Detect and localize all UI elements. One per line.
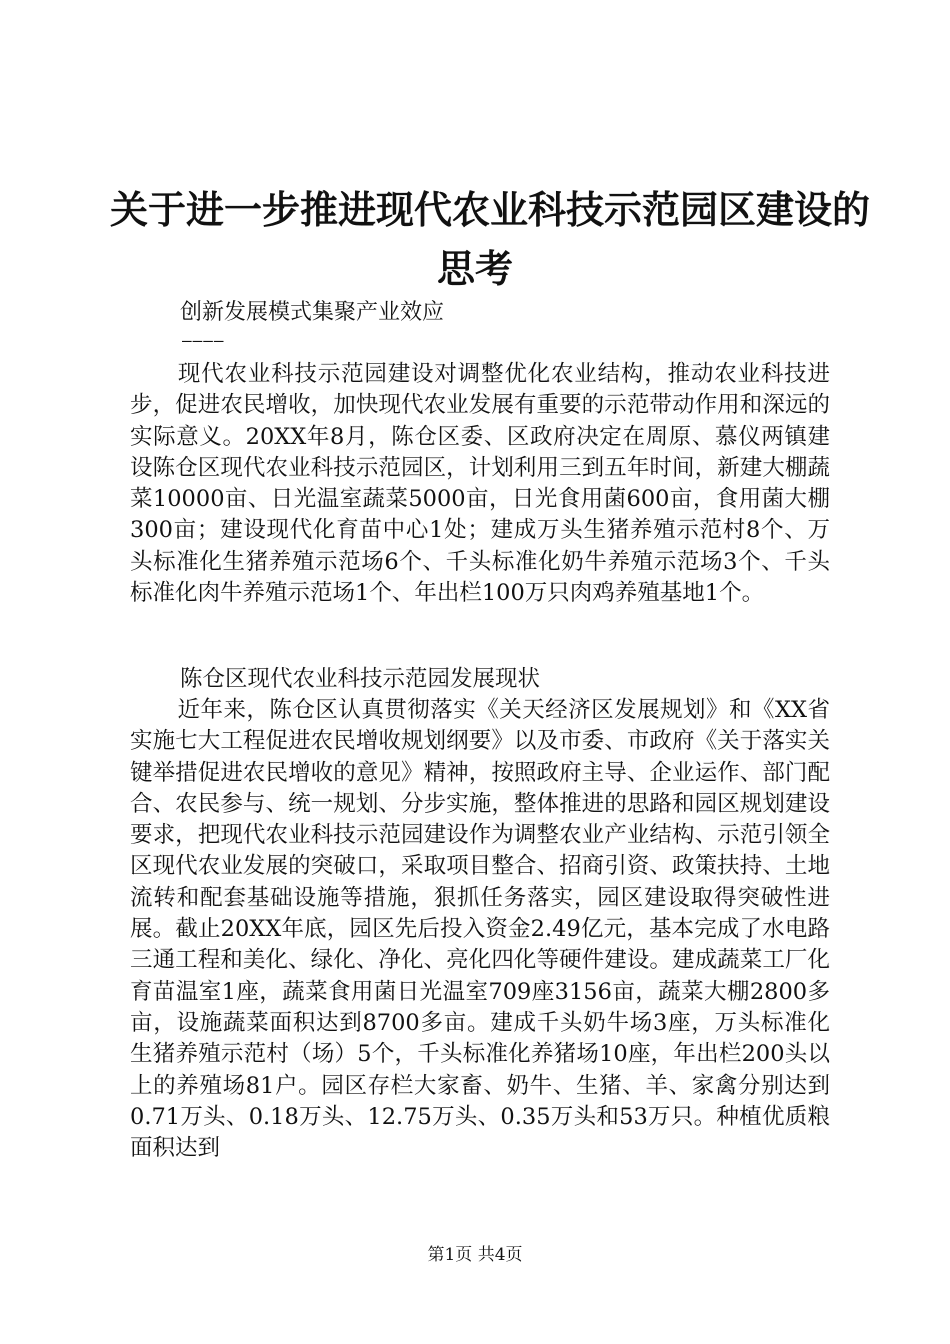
document-subtitle: 创新发展模式集聚产业效应 (180, 300, 445, 325)
paragraph-status (130, 695, 830, 1164)
paragraph-status-text: 近年来，陈仓区认真贯彻落实《关天经济区发展规划》和《XX省实施七大工程促进农民增收规划纲要》以及市委、市政府《关于落实关键举措促进农民增收的意见》精神，按照政府主导、企业运作、部门配合、农民参与、统一规划、分步实施，整体推进的思路和园区规划建设要求，把现代农业科技示范园建设作为调整农业产业结构、示范引领全区现代农业发展的突破口，采取项目整合、招商引资、政策扶持、土地流转和配套基础设施等措施，狠抓任务落实，园区建设取得突破性进展。截止20XX年底，园区先后投入资金2.49亿元，基本完成了水电路三通工程和美化、绿化、净化、亮化四化等硬件建设。建成蔬菜工厂化育苗温室1座，蔬菜食用菌日光温室709座3156亩，蔬菜大棚2800多亩，设施蔬菜面积达到8700多亩。建成千头奶牛场3座，万头标准化生猪养殖示范村（场）5个，千头标准化养猪场10座，年出栏200头以上的养殖场81户。园区存栏大家畜、奶牛、生猪、羊、家禽分别达到0.71万头、0.18万头、12.75万头、0.35万头和53万只。种植优质粮面积达到 (130, 697, 830, 1162)
paragraph-intro-text: 现代农业科技示范园建设对调整优化农业结构，推动农业科技进步，促进农民增收，加快现代农业发展有重要的示范带动作用和深远的实际意义。20XX年8月，陈仓区委、区政府决定在周原、慕仪两镇建设陈仓区现代农业科技示范园区，计划利用三到五年时间，新建大棚蔬菜10000亩、日光温室蔬菜5000亩，日光食用菌600亩，食用菌大棚300亩；建设现代化育苗中心1处；建成万头生猪养殖示范村8个、万头标准化生猪养殖示范场6个、千头标准化奶牛养殖示范场3个、千头标准化肉牛养殖示范场1个、年出栏100万只肉鸡养殖基地1个。 (130, 361, 830, 607)
subtitle-dashes: ———— (182, 331, 225, 350)
page-footer: 第1页 共4页 (427, 1245, 523, 1265)
document-title-line-1: 关于进一步推进现代农业科技示范园区建设的 (110, 187, 871, 232)
document-title-line-2: 思考 (436, 246, 513, 291)
paragraph-intro (130, 359, 830, 609)
section-heading: 陈仓区现代农业科技示范园发展现状 (180, 666, 541, 692)
